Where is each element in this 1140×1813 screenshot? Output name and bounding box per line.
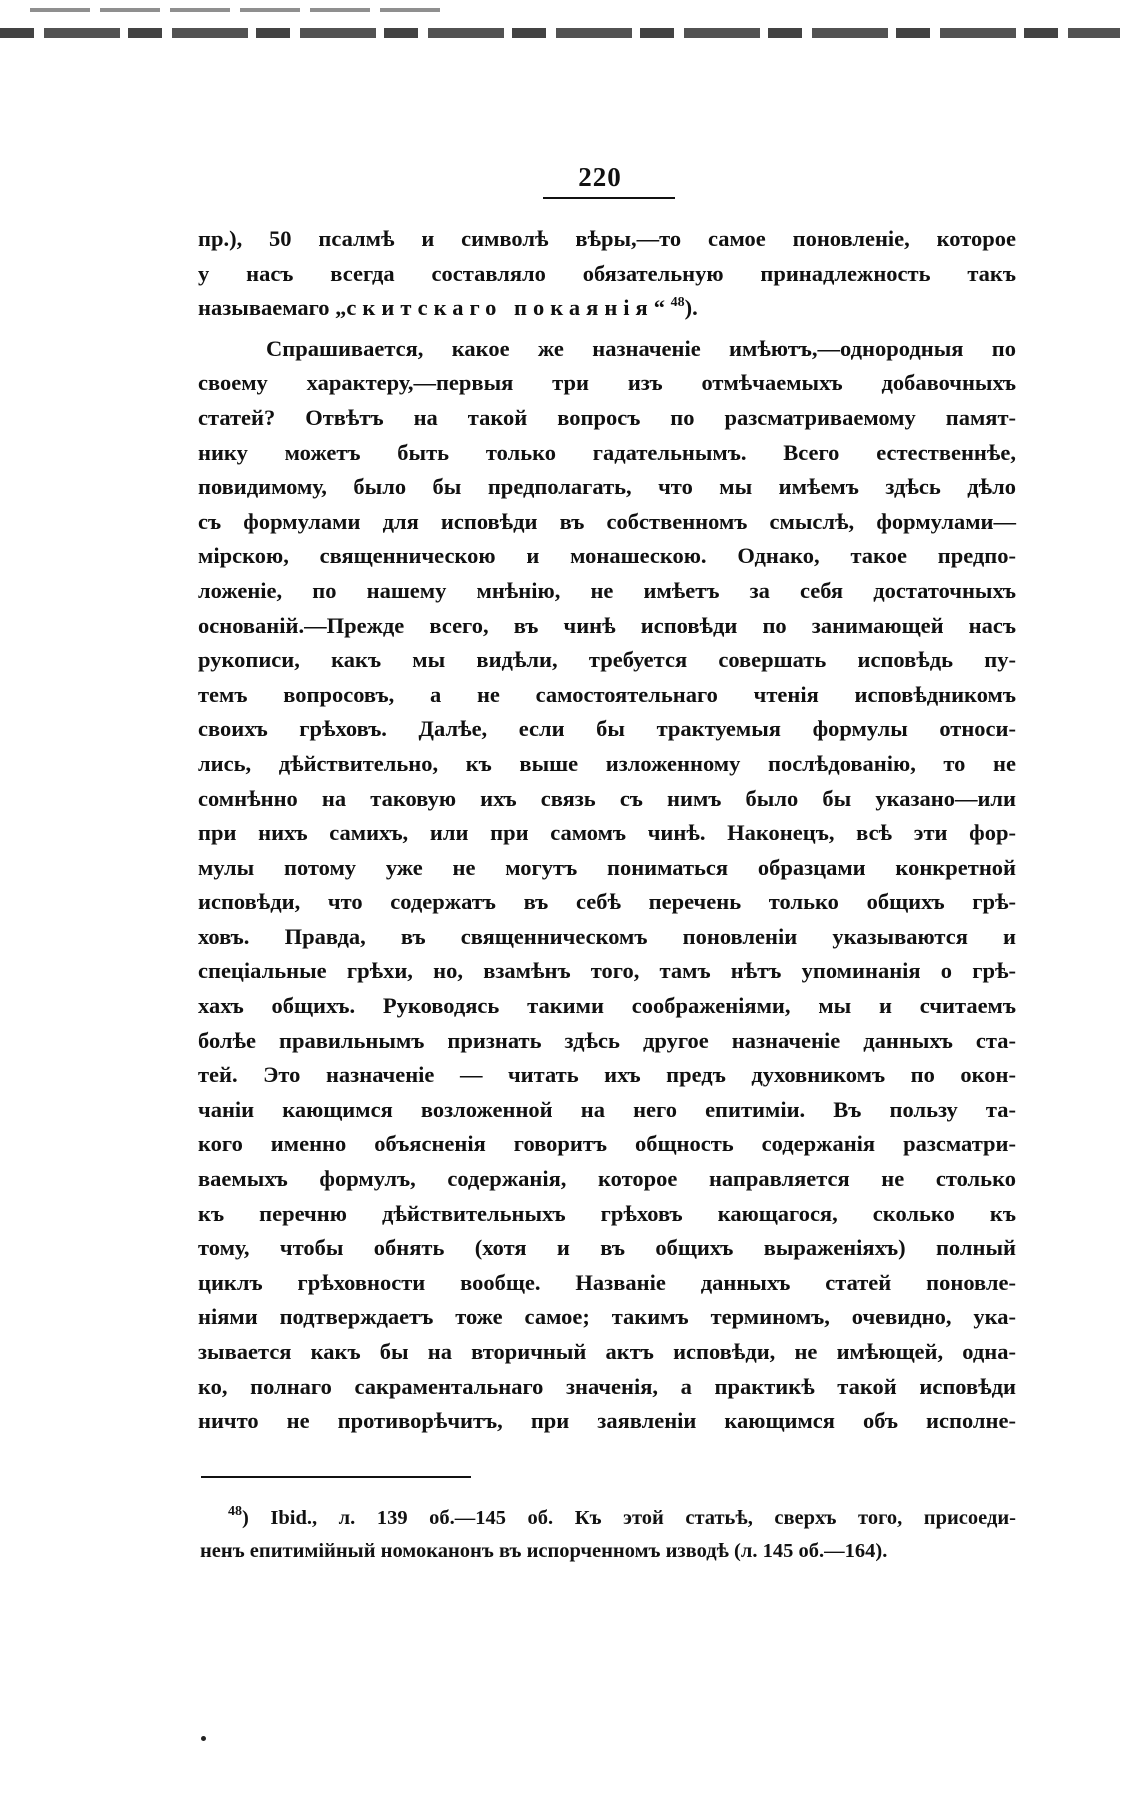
text-line: сомнѣнно на таковую ихъ связь съ нимъ было бы указано—или bbox=[198, 785, 1016, 811]
scan-speck bbox=[201, 1736, 206, 1741]
text-line: пр.), 50 псалмѣ и символѣ вѣры,—то самое поновленіе, которое bbox=[198, 226, 1016, 251]
footnote-marker: 48 bbox=[228, 1504, 242, 1519]
text-line: ко, полнаго сакраментальнаго значенія, а практикѣ такой исповѣди bbox=[198, 1373, 1016, 1399]
main-text bbox=[198, 222, 1016, 1439]
text-line: зывается какъ бы на вторичный актъ исповѣди, не имѣющей, одна- bbox=[198, 1339, 1016, 1364]
text-line: съ формулами для исповѣди въ собственномъ смыслѣ, формулами— bbox=[198, 508, 1016, 534]
footnote-reference: 48 bbox=[670, 295, 685, 311]
text-line: называемаго „скитскаго покаянія“ $^{48}$). bbox=[198, 295, 698, 321]
text-line: статей? Отвѣтъ на такой вопросъ по разсматриваемому памят- bbox=[198, 404, 1016, 430]
spaced-title: скитскаго покаянія bbox=[346, 295, 654, 321]
text-line: исповѣди, что содержатъ въ себѣ перечень только общихъ грѣ- bbox=[198, 889, 1016, 915]
text-line: основаній.—Прежде всего, въ чинѣ исповѣди по занимающей насъ bbox=[198, 612, 1016, 638]
text-line: повидимому, было бы предполагать, что мы имѣемъ здѣсь дѣло bbox=[198, 474, 1016, 500]
text-line: ховъ. Правда, въ священническомъ поновленіи указываются и bbox=[198, 923, 1016, 949]
footnote-line: ненъ епитимійный номоканонъ въ испорченномъ изводѣ (л. 145 об.—164). bbox=[200, 1540, 888, 1562]
text-line: тому, чтобы обнять (хотя и въ общихъ выраженіяхъ) полный bbox=[198, 1235, 1016, 1261]
text-line: хахъ общихъ. Руководясь такими соображеніями, мы и считаемъ bbox=[198, 993, 1016, 1019]
page-number-rule bbox=[543, 197, 675, 199]
page-number: 220 bbox=[578, 162, 622, 192]
text-line: мірскою, священническою и монашескою. Однако, такое предпо- bbox=[198, 543, 1016, 569]
text-line: ничто не противорѣчитъ, при заявленіи кающимся объ исполне- bbox=[198, 1408, 1016, 1434]
text-line: рукописи, какъ мы видѣли, требуется совершать исповѣдь пу- bbox=[198, 647, 1016, 673]
text-line: у насъ всегда составляло обязательную принадлежность такъ bbox=[198, 260, 1016, 286]
text-line: болѣе правильнымъ признать здѣсь другое назначеніе данныхъ ста- bbox=[198, 1027, 1016, 1053]
text-line: ваемыхъ формулъ, содержанія, которое направляется не столько bbox=[198, 1166, 1016, 1192]
footnote-line: $^{48}$) Ibid., л. 139 об.—145 об. Къ этой статьѣ, сверхъ того, присоеди- bbox=[228, 1504, 1016, 1529]
text-line: къ перечню дѣйствительныхъ грѣховъ кающагося, сколько къ bbox=[198, 1200, 1016, 1226]
text-line: своему характеру,—первыя три изъ отмѣчаемыхъ добавочныхъ bbox=[198, 370, 1016, 396]
text-line: Спрашивается, какое же назначеніе имѣютъ,—однородныя по bbox=[266, 335, 1016, 361]
footnote bbox=[200, 1502, 1016, 1568]
text-line: своихъ грѣховъ. Далѣе, если бы трактуемыя формулы относи- bbox=[198, 716, 1016, 742]
text-line: при нихъ самихъ, или при самомъ чинѣ. Наконецъ, всѣ эти фор- bbox=[198, 820, 1016, 846]
text-line: чаніи кающимся возложенной на него епитиміи. Въ пользу та- bbox=[198, 1096, 1016, 1122]
scan-edge-artifact bbox=[0, 28, 1120, 38]
text-line: ніями подтверждаетъ тоже самое; такимъ терминомъ, очевидно, ука- bbox=[198, 1304, 1016, 1330]
text-line: кого именно объясненія говоритъ общность содержанія разсматри- bbox=[198, 1131, 1016, 1157]
text-line: циклъ грѣховности вообще. Названіе данныхъ статей поновле- bbox=[198, 1269, 1016, 1295]
text-line: спеціальные грѣхи, но, взамѣнъ того, тамъ нѣтъ упоминанія о грѣ- bbox=[198, 958, 1016, 984]
text-line: мулы потому уже не могутъ пониматься образцами конкретной bbox=[198, 854, 1016, 880]
text-line: ложеніе, по нашему мнѣнію, не имѣетъ за себя достаточныхъ bbox=[198, 577, 1016, 603]
scan-edge-top bbox=[30, 8, 450, 12]
text-line: темъ вопросовъ, а не самостоятельнаго чтенія исповѣдникомъ bbox=[198, 681, 1016, 707]
text-line: лись, дѣйствительно, къ выше изложенному послѣдованію, то не bbox=[198, 750, 1016, 776]
text-line: нику можетъ быть только гадательнымъ. Всего естественнѣе, bbox=[198, 439, 1016, 465]
text-line: тей. Это назначеніе — читать ихъ предъ духовникомъ по окон- bbox=[198, 1062, 1016, 1088]
footnote-rule bbox=[201, 1476, 471, 1478]
